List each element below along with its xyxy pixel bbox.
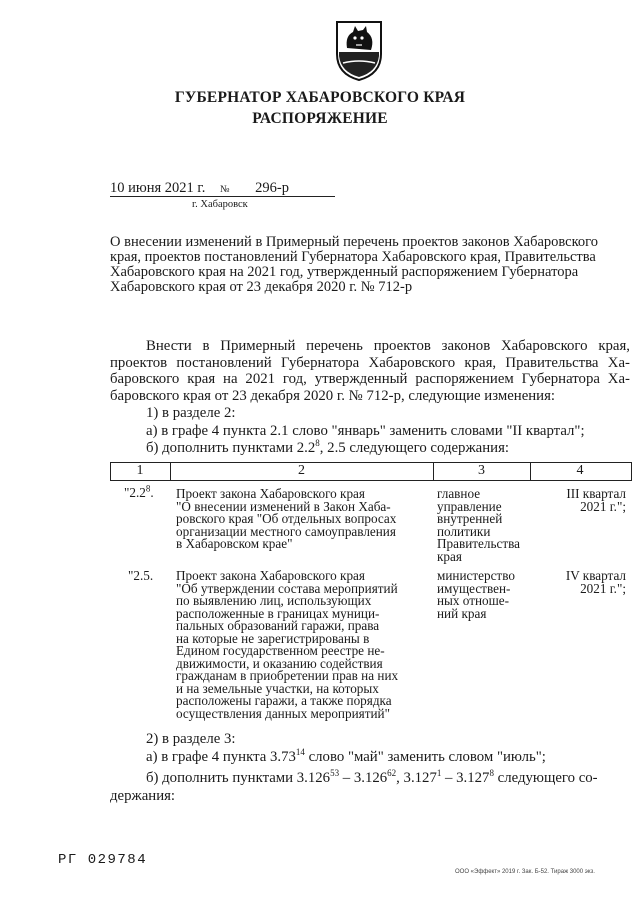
superscript: 14 [295, 747, 305, 758]
row-num: "2.2 [124, 485, 146, 500]
project-line: и на земельные участки, на которых [176, 680, 379, 696]
issuer-title: ГУБЕРНАТОР ХАБАРОВСКОГО КРАЯ [174, 89, 466, 106]
executor-line: края [437, 548, 462, 564]
number-label: № [220, 184, 230, 195]
table-header-cell: 4 [576, 463, 584, 478]
superscript: 8 [315, 438, 320, 449]
subject-line: Хабаровского края на 2021 год, утвержденный распоряжением Губернатора [110, 264, 579, 280]
executor-line: имуществен- [437, 580, 511, 596]
printer-imprint: ООО «Эффект» 2019 г. Зак. Б-52. Тираж 3000 экз. [455, 869, 595, 875]
row-num: "2.5. [128, 568, 154, 583]
term-line: 2021 г."; [580, 498, 626, 514]
superscript: 8 [489, 768, 494, 779]
row-num-suffix: . [150, 485, 154, 500]
intro-line: баровского края на 2021 год, утвержденный распоряжением Губернатора Ха- [110, 371, 630, 387]
project-line: "О внесении изменений в Закон Хаба- [176, 498, 391, 514]
document-city: г. Хабаровск [192, 199, 248, 210]
project-line: ровского края "Об отдельных вопросах [176, 511, 397, 526]
subject-block [110, 235, 598, 295]
change-text: слово "май" заменить словом "июль"; [304, 749, 546, 765]
change-text: б) дополнить пунктами 3.126 [146, 770, 331, 786]
subject-line: О внесении изменений в Примерный перечень проектов законов Хабаровского [110, 234, 599, 250]
executor-line: управление [437, 498, 502, 514]
intro-line: проектов постановлений Губернатора Хабаровского края, Правительства Ха- [110, 354, 630, 371]
project-line: движимости, и оказанию содействия [176, 655, 383, 671]
table-header-cell: 3 [478, 463, 485, 478]
number-line [213, 181, 335, 197]
section-3-heading: 2) в разделе 3: [146, 731, 236, 747]
table-row-project [176, 570, 398, 720]
change-text: а) в графе 4 пункта 3.73 [146, 749, 296, 765]
intro-paragraph [110, 338, 630, 404]
project-line: организации местного самоуправления [176, 523, 396, 539]
executor-line: ний края [437, 605, 487, 621]
change-text: – 3.127 [441, 770, 490, 786]
table-header-cell: 1 [136, 463, 144, 478]
superscript: 62 [387, 768, 397, 779]
document-date: 10 июня 2021 г. [110, 181, 213, 197]
coat-of-arms-icon [333, 18, 385, 82]
project-line: расположенные в границах муници- [176, 605, 380, 621]
section-2-heading: 1) в разделе 2: [146, 405, 236, 421]
project-line: гражданам в приобретении прав на них [176, 668, 399, 683]
table-row-executor [437, 488, 520, 563]
change-text: следующего со- [493, 770, 598, 786]
table-header-cell: 2 [298, 463, 305, 478]
executor-line: политики [437, 523, 491, 539]
change-2-1: а) в графе 4 пункта 2.1 слово "январь" заменить словами "II квартал"; [146, 423, 585, 439]
subject-line: Хабаровского края от 23 декабря 2020 г. № 712-р [110, 279, 413, 295]
change-3-add [146, 770, 598, 787]
project-line: на которые не зарегистрированы в [176, 630, 370, 646]
table-row-term [530, 488, 626, 513]
project-line: пальных образований гаражи, права [176, 618, 380, 633]
superscript: 8 [145, 483, 151, 494]
change-text: , 2.5 следующего содержания: [319, 440, 510, 456]
executor-line: Правительства [437, 536, 520, 551]
subject-line: края, проектов постановлений Губернатора Хабаровского края, Правительства [110, 249, 596, 265]
superscript: 53 [330, 768, 340, 779]
change-3-add-cont: держания: [110, 788, 176, 804]
executor-line: министерство [437, 568, 515, 583]
document-number: 296-р [255, 180, 290, 196]
project-line: расположены гаражи, а также порядка [176, 693, 392, 708]
change-3-73 [146, 749, 546, 766]
project-line: Едином государственном реестре не- [176, 643, 385, 658]
project-line: осуществления данных мероприятий" [176, 705, 390, 721]
change-text: б) дополнить пунктами 2.2 [146, 440, 316, 456]
superscript: 1 [436, 768, 442, 779]
table-row-number [124, 483, 154, 500]
table-row-number [128, 570, 153, 583]
term-line: III квартал [566, 486, 626, 501]
project-line: в Хабаровском крае" [176, 536, 293, 551]
project-line: Проект закона Хабаровского края [176, 568, 365, 583]
change-2-add [146, 440, 509, 457]
project-line: по выявлению лиц, использующих [176, 593, 372, 608]
table-row-term [530, 570, 626, 595]
project-line: Проект закона Хабаровского края [176, 486, 365, 501]
change-text: – 3.126 [339, 770, 388, 786]
project-line: "Об утверждении состава мероприятий [176, 580, 398, 596]
table-row-project [176, 488, 396, 551]
term-line: IV квартал [565, 568, 626, 583]
executor-line: внутренней [437, 511, 503, 526]
change-text: , 3.127 [396, 770, 437, 786]
executor-line: главное [437, 486, 481, 501]
term-line: 2021 г."; [580, 580, 626, 596]
table-row-executor [437, 570, 515, 620]
executor-line: ных отноше- [437, 593, 510, 608]
intro-line: Внести в Примерный перечень проектов законов Хабаровского края, [146, 338, 630, 354]
registration-number: РГ 029784 [58, 852, 148, 868]
document-type: РАСПОРЯЖЕНИЕ [252, 110, 388, 127]
intro-line: баровского края от 23 декабря 2020 г. № 712-р, следующие изменения: [110, 387, 556, 404]
